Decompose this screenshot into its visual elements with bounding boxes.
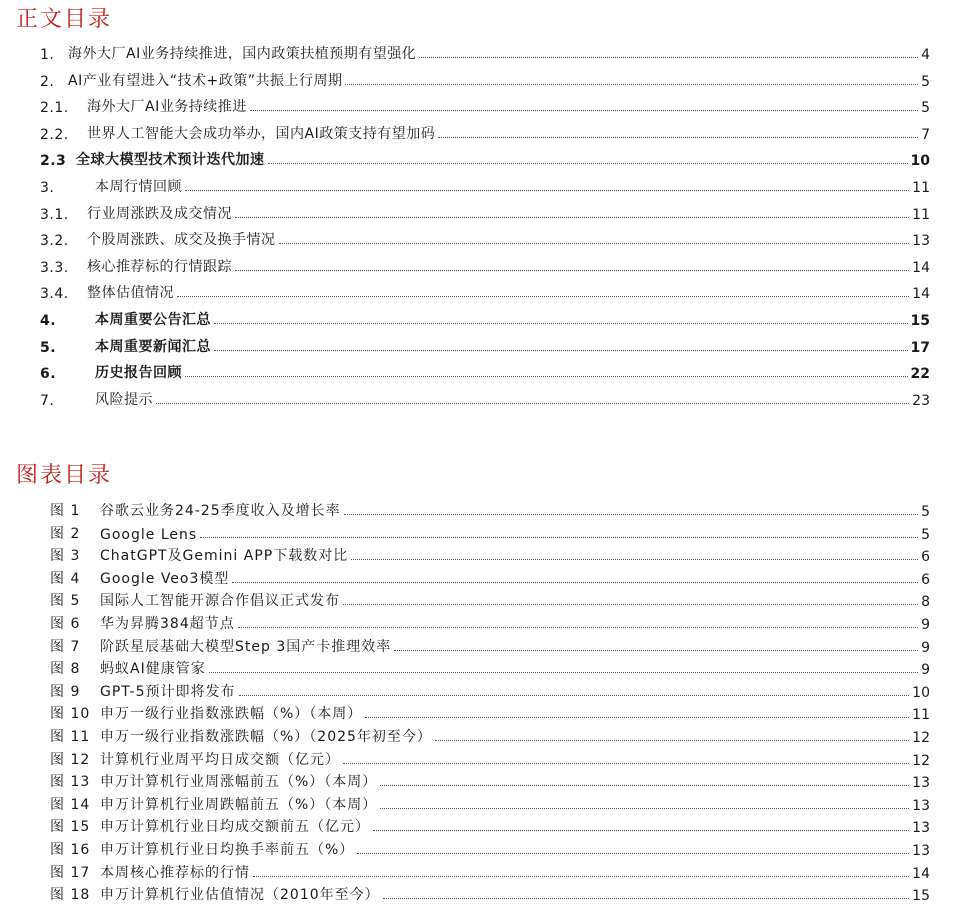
toc-entry-title: 本周重要新闻汇总 [95, 338, 211, 355]
dot-leader [214, 350, 908, 351]
figure-entry-number: 图 17 [50, 864, 91, 881]
toc-entry[interactable] [40, 336, 930, 356]
dot-leader [343, 763, 909, 764]
figures-heading: 图表目录 [16, 463, 113, 488]
figure-entry-number: 图 11 [50, 729, 91, 745]
figure-entry-number: 图 5 [50, 593, 81, 610]
toc-entry[interactable] [40, 70, 930, 90]
figure-entry-number: 图 8 [50, 661, 81, 678]
figure-entry-title: 申万计算机行业日均换手率前五（%） [100, 842, 355, 858]
figure-entry-page: 9 [921, 662, 930, 679]
toc-entry[interactable] [40, 96, 930, 116]
figure-entry[interactable] [50, 884, 930, 904]
dot-leader [268, 163, 908, 164]
figure-entry-number: 图 16 [50, 842, 91, 858]
toc-entry-number: 3. [40, 180, 55, 196]
figure-entry-number: 图 18 [50, 887, 91, 904]
figure-entry-page: 13 [912, 775, 930, 792]
figure-entry[interactable] [50, 568, 930, 588]
dot-leader [394, 650, 918, 651]
toc-entry-number: 4. [40, 313, 57, 329]
figure-entry-number: 图 15 [50, 819, 91, 836]
dot-leader [438, 137, 918, 138]
figure-entry-number: 图 1 [50, 503, 81, 519]
toc-entry[interactable] [40, 43, 930, 63]
toc-entry-number: 3.1. [40, 206, 69, 223]
figure-entry[interactable] [50, 794, 930, 814]
figure-entry[interactable] [50, 658, 930, 678]
figure-entry-page: 5 [921, 526, 930, 543]
dot-leader [380, 808, 909, 809]
figure-entry[interactable] [50, 681, 930, 701]
figure-entry[interactable] [50, 636, 930, 656]
figure-entry-number: 图 9 [50, 683, 81, 700]
toc-entry[interactable] [40, 309, 930, 329]
toc-entry-page: 14 [912, 259, 930, 276]
figure-entry-title: 本周核心推荐标的行情 [100, 864, 250, 881]
toc-entry-page: 10 [910, 153, 930, 170]
figure-entry-page: 10 [912, 684, 930, 701]
toc-entry-title: 本周行情回顾 [95, 179, 182, 195]
figure-entry-title: 国际人工智能开源合作倡议正式发布 [100, 593, 340, 610]
figure-entry-title: 申万一级行业指数涨跌幅（%）（本周） [100, 706, 363, 723]
figure-entry-page: 13 [912, 797, 930, 814]
figure-entry-page: 13 [912, 820, 930, 837]
figure-entry[interactable] [50, 545, 930, 565]
dot-leader [185, 376, 908, 377]
dot-leader [253, 876, 909, 877]
figure-entry-title: 申万计算机行业估值情况（2010年至今） [100, 887, 380, 904]
toc-entry-title: 个股周涨跌、成交及换手情况 [87, 232, 276, 249]
toc-entry[interactable] [40, 362, 930, 382]
toc-entry-title: 海外大厂AI业务持续推进，国内政策扶植预期有望强化 [68, 46, 417, 62]
dot-leader [351, 559, 918, 560]
toc-entry-number: 3.4. [40, 286, 69, 303]
figure-entry[interactable] [50, 771, 930, 791]
figure-entry-title: 申万计算机行业周跌幅前五（%）（本周） [100, 796, 378, 813]
toc-entry-page: 7 [921, 126, 930, 143]
dot-leader [373, 830, 909, 831]
toc-entry-page: 14 [912, 286, 930, 303]
figure-entry[interactable] [50, 862, 930, 882]
toc-entry-number: 7. [40, 392, 55, 409]
toc-entry-number: 2.1. [40, 100, 69, 117]
figure-entry-title: ChatGPT及Gemini APP下载数对比 [100, 548, 349, 565]
dot-leader [365, 717, 909, 718]
figure-entry-title: 谷歌云业务24-25季度收入及增长率 [100, 503, 341, 519]
toc-entry[interactable] [40, 149, 930, 169]
figure-entry-number: 图 3 [50, 548, 81, 565]
figure-entry-title: 华为昇腾384超节点 [100, 616, 235, 632]
figure-entry-page: 15 [912, 888, 930, 905]
figure-entry-title: Google Veo3模型 [100, 570, 230, 587]
figure-entry[interactable] [50, 500, 930, 520]
dot-leader [344, 514, 918, 515]
toc-entry[interactable] [40, 123, 930, 143]
toc-entry-page: 15 [910, 313, 930, 329]
dot-leader [343, 604, 918, 605]
toc-entry-title: 行业周涨跌及成交情况 [87, 205, 232, 222]
toc-entry-title: 海外大厂AI业务持续推进 [87, 99, 247, 116]
toc-entry-number: 2.2. [40, 126, 69, 143]
figure-entry-title: 申万计算机行业周涨幅前五（%）（本周） [100, 774, 378, 791]
toc-heading: 正文目录 [16, 7, 113, 32]
toc-entry-number: 6. [40, 366, 57, 383]
figure-entry-title: 蚂蚁AI健康管家 [100, 661, 206, 678]
dot-leader [200, 537, 918, 538]
toc-entry-title: 历史报告回顾 [95, 365, 182, 382]
toc-entry-title: 本周重要公告汇总 [95, 312, 211, 328]
figure-entry-page: 9 [921, 617, 930, 633]
dot-leader [214, 323, 908, 324]
toc-entry-page: 11 [912, 206, 930, 223]
dot-leader [239, 695, 910, 696]
figure-entry[interactable] [50, 749, 930, 769]
toc-entry-number: 3.2. [40, 233, 69, 250]
dot-leader [419, 57, 918, 58]
toc-entry-page: 11 [912, 180, 930, 196]
dot-leader [357, 853, 909, 854]
toc-entry-page: 5 [921, 100, 930, 117]
dot-leader [238, 627, 918, 628]
toc-entry-title: 世界人工智能大会成功举办，国内AI政策支持有望加码 [87, 125, 436, 142]
toc-entry-title: AI产业有望进入“技术+政策”共振上行周期 [68, 72, 343, 89]
toc-entry[interactable] [40, 229, 930, 249]
toc-entry-page: 23 [912, 392, 930, 409]
figure-entry-title: Google Lens [100, 526, 198, 543]
figure-entry-number: 图 12 [50, 751, 91, 768]
dot-leader [185, 190, 909, 191]
dot-leader [156, 403, 909, 404]
figure-entry[interactable] [50, 523, 930, 543]
figure-entry-page: 14 [912, 865, 930, 882]
figure-entry-number: 图 7 [50, 638, 81, 655]
figure-entry-page: 6 [921, 549, 930, 566]
figure-entry[interactable] [50, 816, 930, 836]
figure-entry[interactable] [50, 613, 930, 633]
figure-entry-page: 8 [921, 594, 930, 611]
figure-entry-number: 图 10 [50, 706, 91, 723]
figure-entry-number: 图 2 [50, 525, 81, 542]
dot-leader [345, 84, 918, 85]
figure-entry-title: 申万一级行业指数涨跌幅（%）（2025年初至今） [100, 729, 432, 745]
figure-entry-page: 12 [912, 730, 930, 746]
dot-leader [250, 110, 918, 111]
toc-entry-number: 2.3 [40, 153, 67, 170]
toc-entry-page: 22 [910, 366, 930, 383]
dot-leader [435, 740, 909, 741]
figure-entry-title: 阶跃星辰基础大模型Step 3国产卡推理效率 [100, 638, 392, 655]
figure-entry-page: 13 [912, 843, 930, 859]
figure-entry-number: 图 14 [50, 796, 91, 813]
figure-entry[interactable] [50, 726, 930, 746]
figure-entry-number: 图 13 [50, 774, 91, 791]
toc-entry-title: 整体估值情况 [87, 285, 174, 302]
figure-entry-page: 11 [912, 707, 930, 724]
toc-entry-title: 核心推荐标的行情跟踪 [87, 258, 232, 275]
figure-entry-page: 5 [921, 504, 930, 520]
toc-entry-number: 1. [40, 47, 55, 63]
toc-entry-number: 3.3. [40, 259, 69, 276]
figure-entry-title: 申万计算机行业日均成交额前五（亿元） [100, 819, 370, 836]
dot-leader [383, 898, 910, 899]
figure-entry-page: 6 [921, 571, 930, 588]
dot-leader [177, 296, 909, 297]
figure-entry-number: 图 4 [50, 570, 81, 587]
figure-entry-page: 12 [912, 752, 930, 769]
dot-leader [235, 270, 909, 271]
toc-entry-number: 5. [40, 339, 57, 356]
figure-entry[interactable] [50, 590, 930, 610]
dot-leader [209, 672, 918, 673]
dot-leader [279, 243, 910, 244]
dot-leader [235, 217, 909, 218]
figure-entry[interactable] [50, 839, 930, 859]
toc-entry[interactable] [40, 282, 930, 302]
toc-entry-page: 4 [921, 47, 930, 63]
figure-entry-title: 计算机行业周平均日成交额（亿元） [100, 751, 340, 768]
toc-entry-page: 5 [921, 73, 930, 90]
toc-entry-number: 2. [40, 73, 55, 90]
dot-leader [380, 785, 909, 786]
toc-entry[interactable] [40, 256, 930, 276]
toc-entry-title: 风险提示 [95, 391, 153, 408]
toc-entry-page: 13 [912, 233, 930, 250]
toc-entry-title: 全球大模型技术预计迭代加速 [76, 152, 265, 169]
figure-entry-title: GPT-5预计即将发布 [100, 683, 236, 700]
toc-entry[interactable] [40, 203, 930, 223]
toc-entry-page: 17 [910, 339, 930, 356]
figure-entry-page: 9 [921, 639, 930, 656]
toc-entry[interactable] [40, 389, 930, 409]
figure-entry-number: 图 6 [50, 616, 81, 632]
toc-entry[interactable] [40, 176, 930, 196]
figure-entry[interactable] [50, 703, 930, 723]
dot-leader [232, 582, 918, 583]
